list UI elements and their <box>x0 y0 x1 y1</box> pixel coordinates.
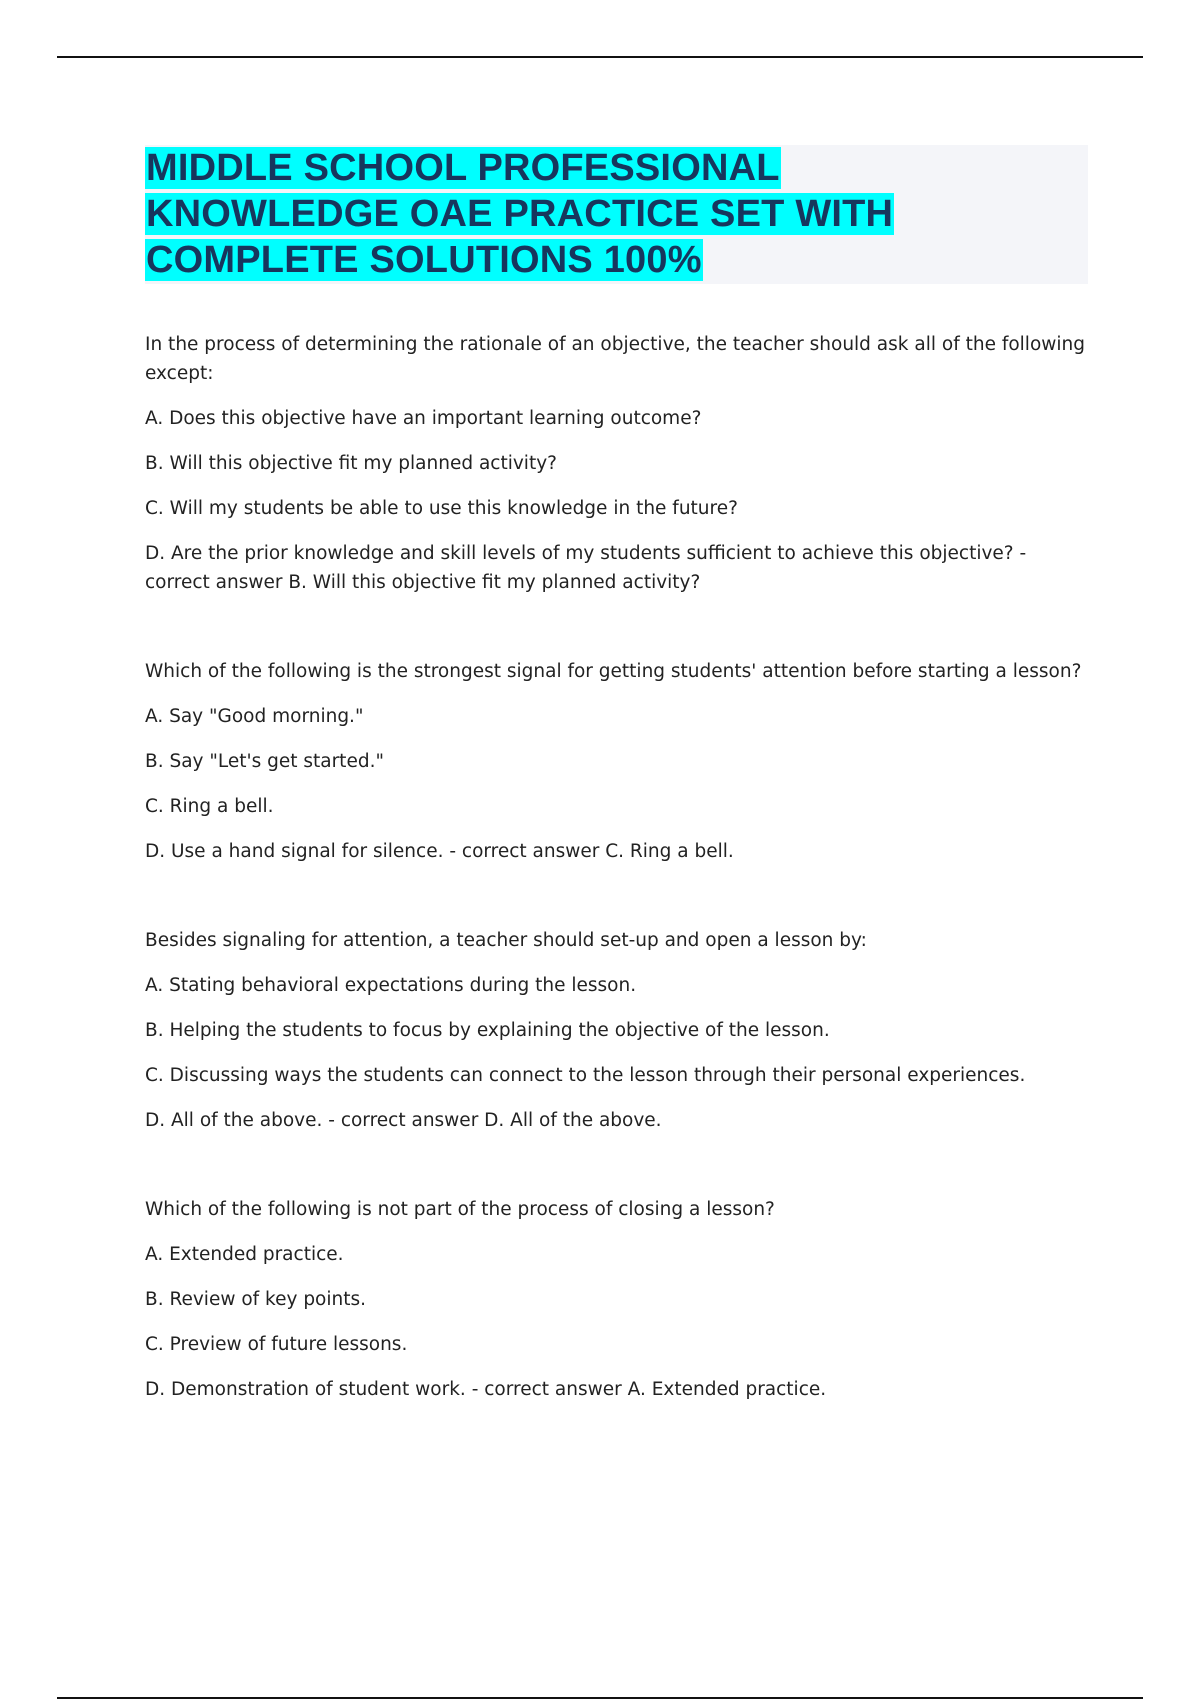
option-b: B. Helping the students to focus by explaining the objective of the lesson. <box>145 1020 830 1041</box>
question-list <box>145 330 1085 1464</box>
option-a: A. Extended practice. <box>145 1244 344 1265</box>
option-a: A. Say "Good morning." <box>145 706 364 727</box>
title-block <box>145 145 1088 284</box>
option-d-with-answer: D. Demonstration of student work. - correct answer A. Extended practice. <box>145 1379 827 1400</box>
title-line-1: MIDDLE SCHOOL PROFESSIONAL <box>146 147 780 189</box>
question-text: Which of the following is not part of the process of closing a lesson? <box>145 1199 775 1220</box>
question-4 <box>145 1195 1085 1404</box>
question-2 <box>145 657 1085 866</box>
option-d-with-answer: D. All of the above. - correct answer D. All of the above. <box>145 1110 662 1131</box>
question-text: Which of the following is the strongest signal for getting students' attention before starting a lesson? <box>145 661 1082 682</box>
top-divider <box>57 56 1143 58</box>
title-line-3: COMPLETE SOLUTIONS 100% <box>146 239 702 281</box>
option-b: B. Say "Let's get started." <box>145 751 384 772</box>
option-d-with-answer: D. Are the prior knowledge and skill levels of my students sufficient to achieve this objective? - correct answer B. Will this objective fit my planned activity? <box>145 543 1027 593</box>
option-d-with-answer: D. Use a hand signal for silence. - correct answer C. Ring a bell. <box>145 841 734 862</box>
question-text: In the process of determining the rationale of an objective, the teacher should ask all of the following except: <box>145 334 1085 384</box>
option-c: C. Ring a bell. <box>145 796 274 817</box>
option-b: B. Will this objective fit my planned activity? <box>145 453 557 474</box>
question-1 <box>145 330 1085 597</box>
document-title <box>145 145 1088 283</box>
question-text: Besides signaling for attention, a teacher should set-up and open a lesson by: <box>145 930 867 951</box>
option-c: C. Discussing ways the students can connect to the lesson through their personal experiences. <box>145 1065 1026 1086</box>
option-a: A. Does this objective have an important learning outcome? <box>145 408 702 429</box>
bottom-divider <box>57 1697 1143 1699</box>
option-a: A. Stating behavioral expectations during the lesson. <box>145 975 637 996</box>
question-3 <box>145 926 1085 1135</box>
title-line-2: KNOWLEDGE OAE PRACTICE SET WITH <box>146 193 894 235</box>
option-c: C. Will my students be able to use this knowledge in the future? <box>145 498 738 519</box>
option-b: B. Review of key points. <box>145 1289 367 1310</box>
option-c: C. Preview of future lessons. <box>145 1334 408 1355</box>
